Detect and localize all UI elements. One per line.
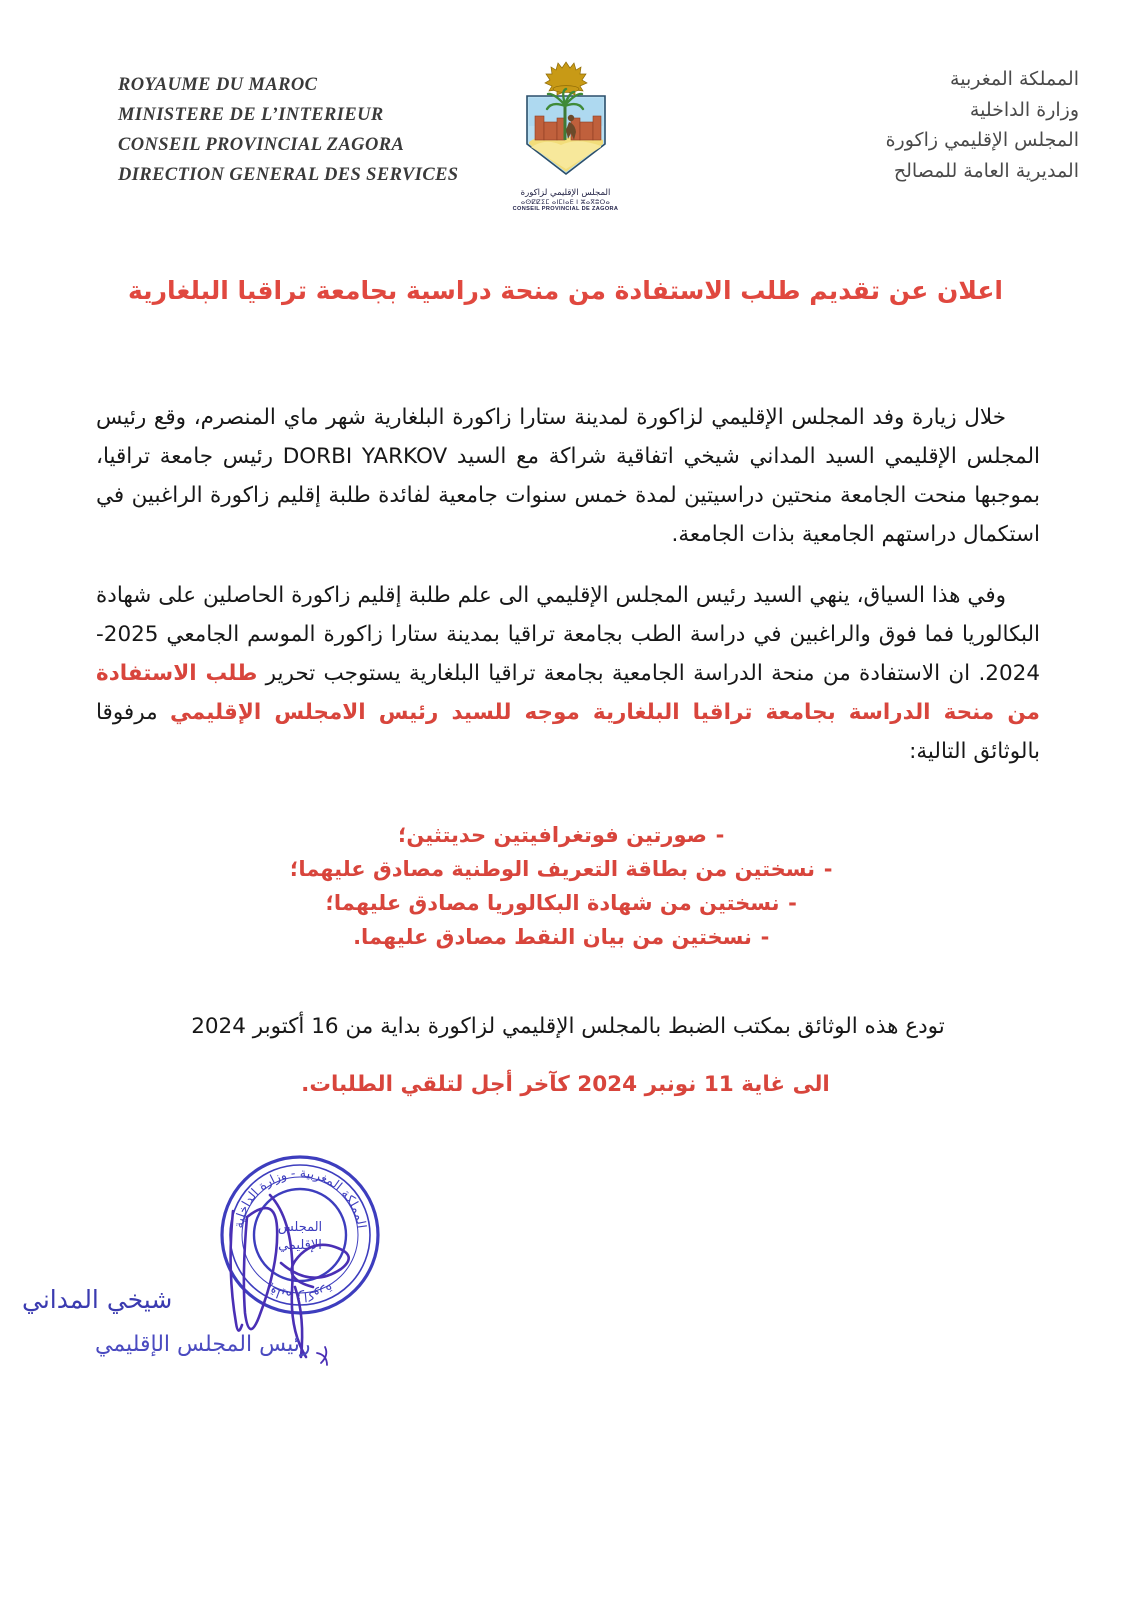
paragraph-1: خلال زيارة وفد المجلس الإقليمي لزاكورة لمدينة ستارا زاكورة البلغارية شهر ماي المنصرم، وقع رئيس المجلس الإقليمي السيد المداني شيخي اتفاقية شراكة مع السيد DORBI YARKOV رئيس جامعة تراقيا، بموجبها منحت الجامعة منحتين دراسيتين لمدة خمس سنوات جامعية لفائدة طلبة إقليم زاكورة الراغبين في استكمال دراستهم الجامعية بذات الجامعة. (96, 405, 1040, 547)
submission-note: تودع هذه الوثائق بمكتب الضبط بالمجلس الإقليمي لزاكورة بداية من 16 أكتوبر 2024 (191, 1014, 945, 1039)
svg-text:الإقليمي: الإقليمي (278, 1238, 322, 1253)
emblem-caption-french: CONSEIL PROVINCIAL DE ZAGORA (512, 206, 619, 213)
list-item (0, 818, 1131, 852)
list-item-label: صورتين فوتغرافيتين حديتثين؛ (398, 823, 707, 847)
document-header (0, 56, 1131, 216)
svg-text:إقليم زاكورة: إقليم زاكورة (263, 1281, 337, 1305)
list-dash: - (788, 891, 797, 915)
paragraph-2-highlight: طلب الاستفادة من منحة الدراسة بجامعة تراقيا البلغارية موجه للسيد رئيس الامجلس الإقليمي (96, 661, 1040, 725)
handwritten-signature-and-stamp (85, 1125, 515, 1415)
header-french-line-1: ROYAUME DU MAROC (118, 75, 318, 95)
document-body (96, 398, 1040, 771)
list-item-label: نسختين من شهادة البكالوريا مصادق عليهما؛ (325, 891, 780, 915)
list-item-label: نسختين من بطاقة التعريف الوطنية مصادق عليهما؛ (289, 857, 816, 881)
deadline-note: الى غاية 11 نونبر 2024 كآخر أجل لتلقي الطلبات. (301, 1072, 830, 1097)
emblem-caption (491, 189, 641, 213)
required-documents-list (0, 818, 1131, 954)
coat-of-arms-emblem (491, 56, 641, 213)
document-title: اعلان عن تقديم طلب الاستفادة من منحة دراسية بجامعة تراقيا البلغارية (128, 276, 1003, 305)
paragraph-2-text-1: وفي هذا السياق، ينهي السيد رئيس المجلس الإقليمي الى علم طلبة إقليم زاكورة الحاصلين على شهادة البكالوريا فما فوق والراغبين في دراسة الطب بجامعة تراقيا بمدينة ستارا زاكورة الموسم الجامعي 2025-2024. ان الاستفادة من منحة الدراسة الجامعية بجامعة تراقيا البلغارية يستوجب تحرير (96, 583, 1041, 686)
signatory-name: شيخي المداني (22, 1285, 173, 1314)
header-arabic-line-2: وزارة الداخلية (969, 98, 1079, 121)
svg-text:المجلس: المجلس (277, 1220, 323, 1235)
header-arabic-line-4: المديرية العامة للمصالح (893, 159, 1079, 182)
list-dash: - (760, 925, 770, 949)
header-arabic-block (886, 64, 1079, 186)
list-item-label: نسختين من بيان النقط مصادق عليهما. (353, 925, 752, 949)
svg-text:المملكة المغربية - وزارة الداخ: المملكة المغربية - وزارة الداخلية (230, 1164, 370, 1230)
header-arabic-line-1: المملكة المغربية (950, 68, 1079, 90)
list-dash: - (715, 823, 725, 847)
list-dash: - (823, 857, 833, 881)
emblem-icon (503, 56, 629, 188)
emblem-caption-arabic: المجلس الإقليمي لزاكورة (520, 188, 611, 198)
header-arabic-line-3: المجلس الإقليمي زاكورة (885, 129, 1079, 151)
list-item (0, 852, 1131, 886)
list-item (0, 886, 1131, 920)
paragraph-2 (96, 576, 1040, 771)
signature-flourish (317, 1347, 327, 1365)
paragraph-2-text-2: مرفوقا بالوثائق التالية: (96, 700, 1040, 764)
header-french-line-3: CONSEIL PROVINCIAL ZAGORA (118, 135, 405, 155)
signatory-role: رئيس المجلس الإقليمي (95, 1332, 311, 1357)
signature-block (85, 1125, 515, 1415)
emblem-caption-tifinagh: ⴰⵙⵇⵇⵉⵎ ⴰⵏⵎⵏⴰⴹ ⵏ ⵣⴰⴳⵓⵔⴰ (520, 198, 611, 206)
header-french-line-2: MINISTERE DE L’INTERIEUR (118, 105, 384, 125)
list-item (0, 920, 1131, 954)
header-french-line-4: DIRECTION GENERAL DES SERVICES (118, 165, 459, 185)
header-french-block (118, 70, 459, 190)
